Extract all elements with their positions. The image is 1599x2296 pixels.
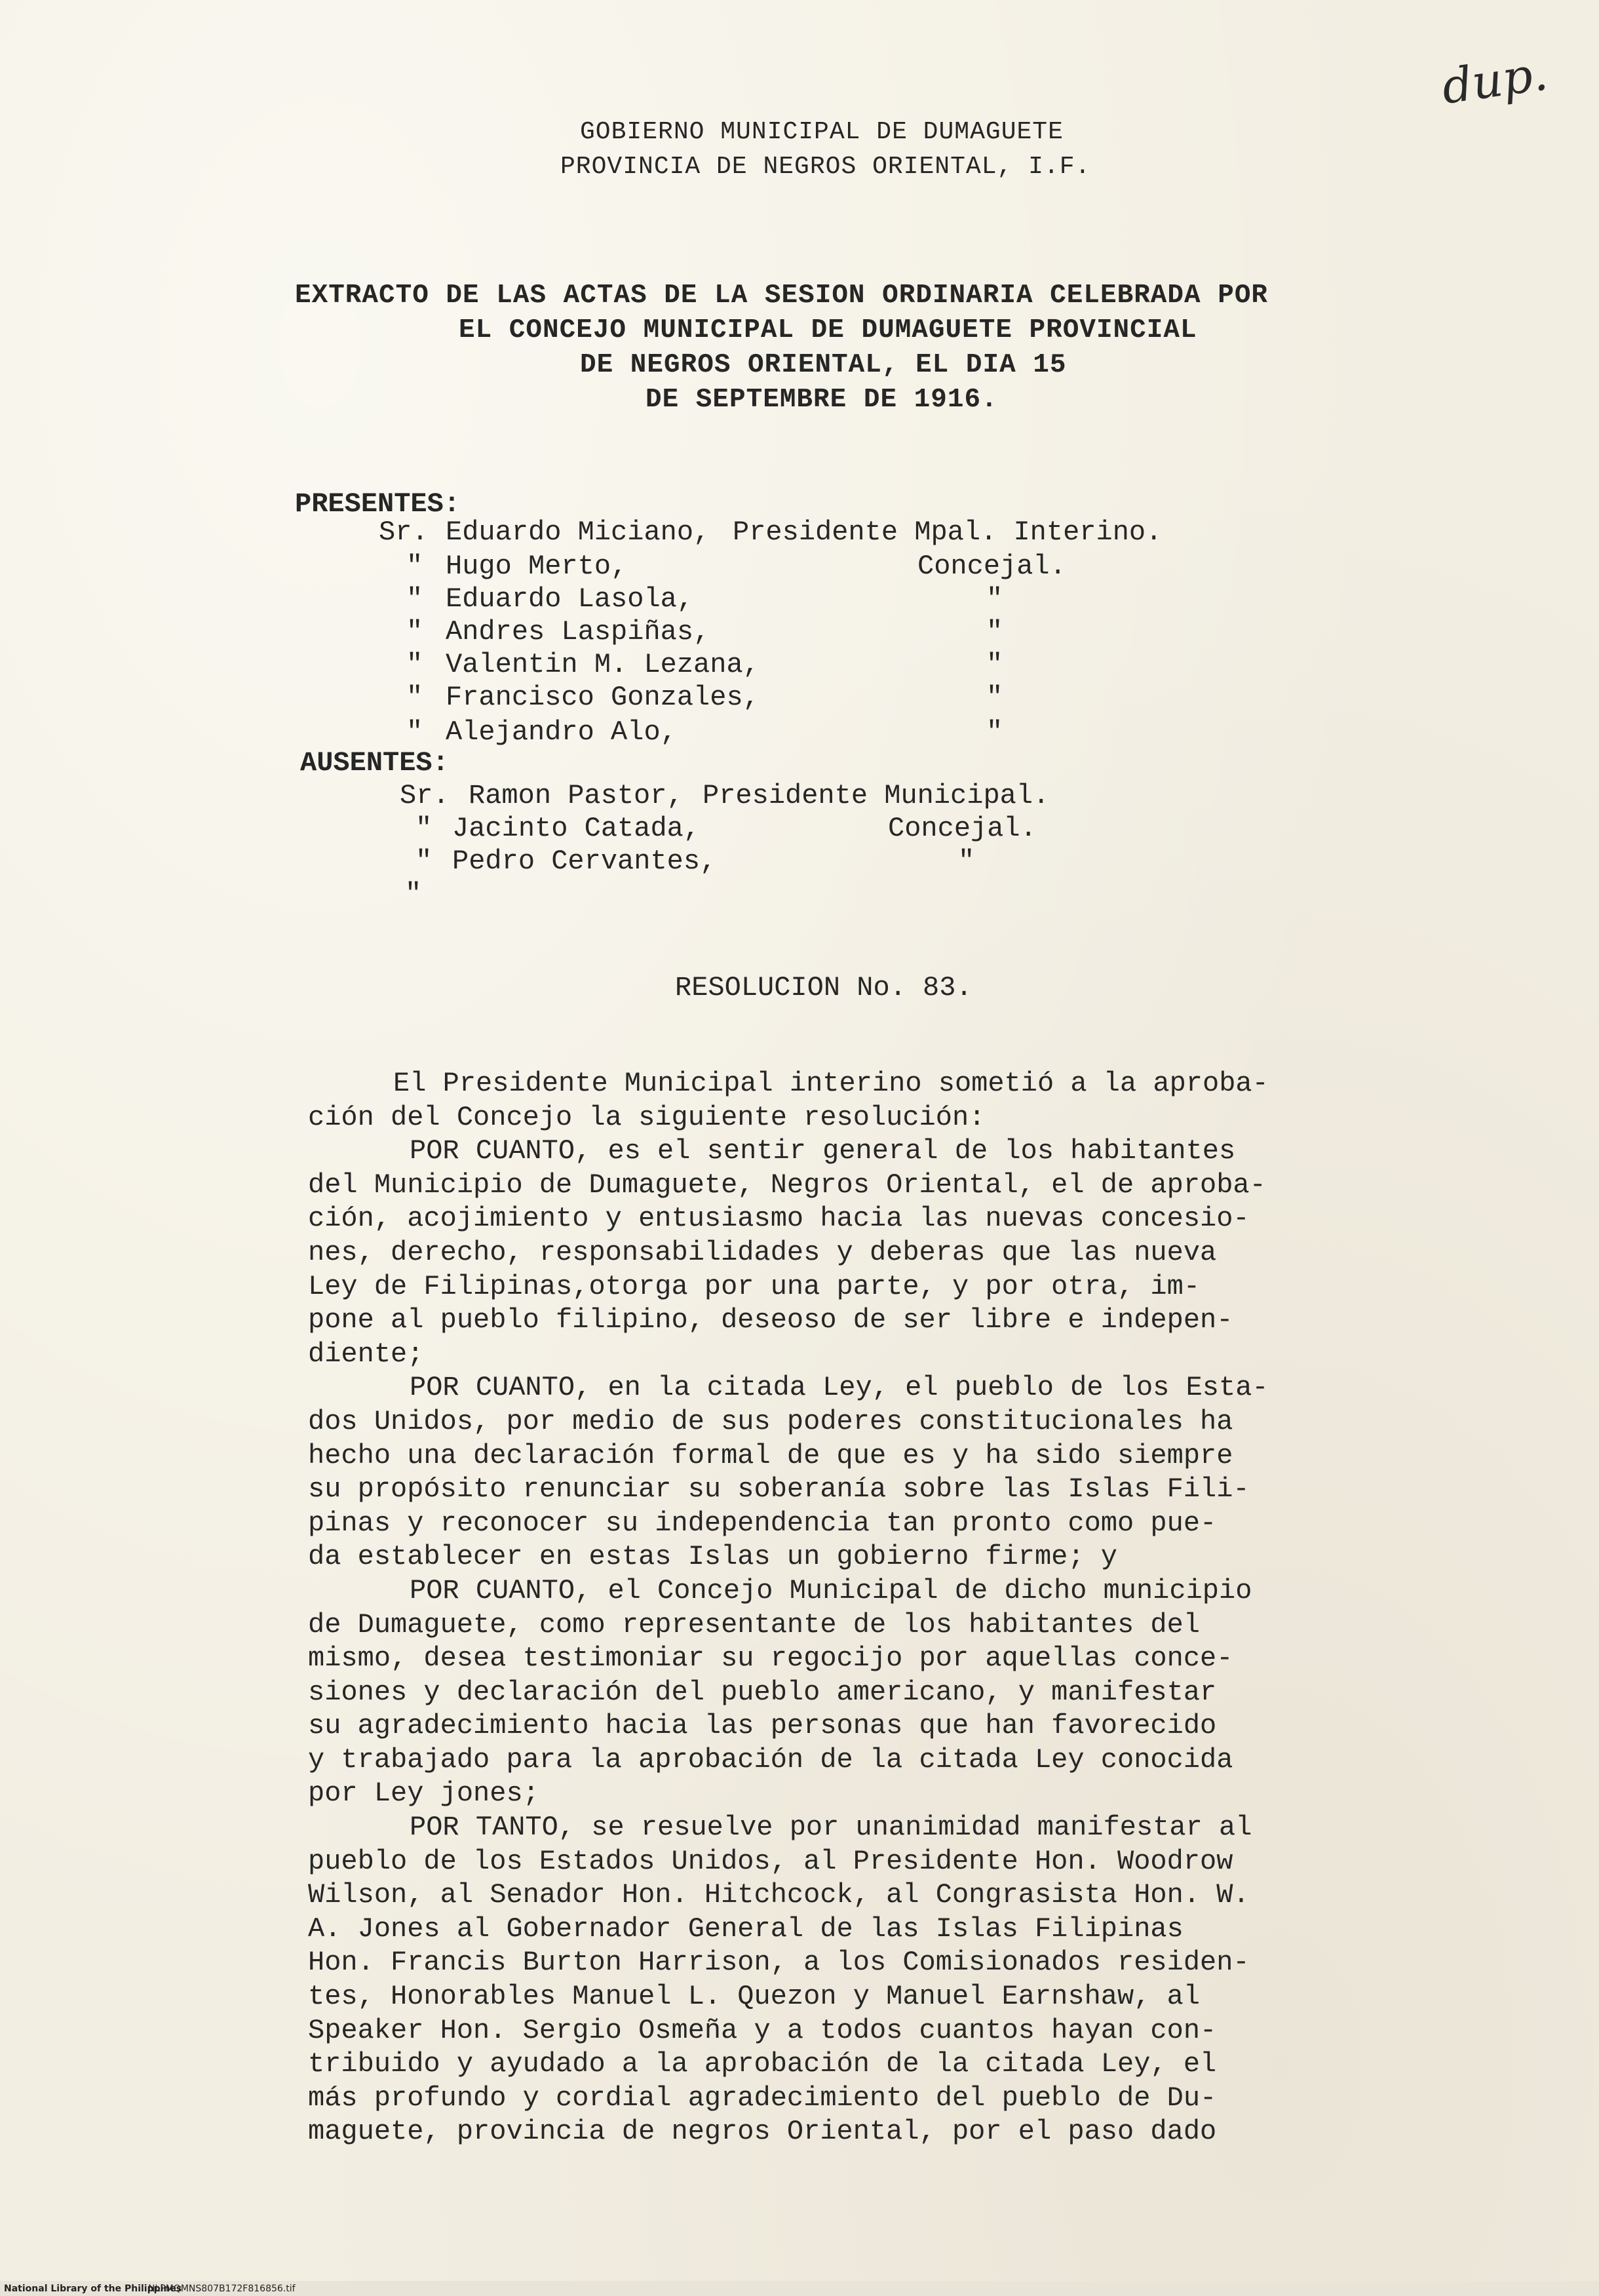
body-line: pinas y reconocer su independencia tan pronto como pue- — [308, 1507, 1217, 1539]
body-line: tribuido y ayudado a la aprobación de la citada Ley, el — [308, 2048, 1217, 2080]
member-role: Presidente Municipal. — [703, 780, 1050, 811]
body-line: Ley de Filipinas,otorga por una parte, y por otra, im- — [308, 1270, 1201, 1302]
header-line-2: PROVINCIA DE NEGROS ORIENTAL, I.F. — [560, 153, 1091, 181]
title-line-2: EL CONCEJO MUNICIPAL DE DUMAGUETE PROVINCIAL — [459, 315, 1197, 345]
member-role: " — [986, 616, 1003, 648]
title-line-1: EXTRACTO DE LAS ACTAS DE LA SESION ORDINARIA CELEBRADA POR — [295, 281, 1269, 311]
member-role: " — [958, 846, 975, 877]
footer-institution: National Library of the Philippines — [4, 2284, 182, 2294]
resolution-body — [308, 1067, 1357, 2149]
member-name: Jacinto Catada, — [452, 813, 701, 844]
member-prefix: " — [405, 878, 422, 910]
body-line: Hon. Francis Burton Harrison, a los Comisionados residen- — [308, 1947, 1250, 1979]
member-role: Concejal. — [917, 551, 1066, 582]
member-name: Andres Laspiñas, — [446, 616, 710, 648]
member-name: Eduardo Miciano, — [446, 516, 710, 548]
member-prefix: Sr. — [379, 516, 429, 548]
body-line: de Dumaguete, como representante de los habitantes del — [308, 1608, 1201, 1641]
member-role: " — [986, 682, 1003, 713]
body-line: nes, derecho, responsabilidades y deberas que las nueva — [308, 1236, 1217, 1268]
member-role: Concejal. — [888, 813, 1037, 844]
body-line: POR CUANTO, en la citada Ley, el pueblo de los Esta- — [410, 1372, 1269, 1404]
member-prefix: " — [415, 846, 433, 877]
title-line-4: DE SEPTEMBRE DE 1916. — [645, 385, 998, 415]
member-name: Valentin M. Lezana, — [446, 649, 760, 680]
member-prefix: Sr. — [400, 780, 450, 811]
body-line: ción, acojimiento y entusiasmo hacia las nuevas concesio- — [308, 1203, 1250, 1235]
footer-file-id: NLPMQMNS807B172F816856.tif — [148, 2284, 296, 2294]
body-line: hecho una declaración formal de que es y ha sido siempre — [308, 1439, 1233, 1471]
ausentes-label: AUSENTES: — [300, 747, 449, 779]
member-role: " — [986, 716, 1003, 748]
presentes-label: PRESENTES: — [295, 488, 461, 520]
body-line: diente; — [308, 1338, 424, 1370]
header-line-1: GOBIERNO MUNICIPAL DE DUMAGUETE — [580, 118, 1064, 146]
body-line: maguete, provincia de negros Oriental, por el paso dado — [308, 2116, 1217, 2148]
member-prefix: " — [406, 682, 423, 713]
handwritten-annotation: dup. — [1438, 45, 1551, 115]
member-name: Hugo Merto, — [446, 551, 628, 582]
body-line: su propósito renunciar su soberanía sobre las Islas Fili- — [308, 1473, 1250, 1506]
body-line: POR TANTO, se resuelve por unanimidad manifestar al — [410, 1812, 1252, 1844]
member-role: Presidente Mpal. Interino. — [733, 516, 1163, 548]
member-prefix: " — [406, 583, 423, 615]
body-line: más profundo y cordial agradecimiento del pueblo de Du- — [308, 2082, 1217, 2114]
body-line: tes, Honorables Manuel L. Quezon y Manuel Earnshaw, al — [308, 1981, 1201, 2013]
title-line-3: DE NEGROS ORIENTAL, EL DIA 15 — [580, 350, 1067, 380]
member-name: Pedro Cervantes, — [452, 846, 717, 877]
body-line: por Ley jones; — [308, 1778, 539, 1810]
body-line: A. Jones al Gobernador General de las Islas Filipinas — [308, 1913, 1184, 1945]
member-prefix: " — [406, 716, 423, 748]
body-line: su agradecimiento hacia las personas que han favorecido — [308, 1710, 1217, 1742]
body-line: POR CUANTO, el Concejo Municipal de dicho municipio — [410, 1574, 1252, 1606]
body-line: POR CUANTO, es el sentir general de los habitantes — [410, 1135, 1236, 1167]
body-line: del Municipio de Dumaguete, Negros Oriental, el de aproba- — [308, 1169, 1266, 1201]
body-line: siones y declaración del pueblo americano, y manifestar — [308, 1676, 1217, 1708]
body-line: mismo, desea testimoniar su regocijo por aquellas conce- — [308, 1643, 1233, 1675]
member-prefix: " — [406, 649, 423, 680]
member-prefix: " — [415, 813, 433, 844]
member-name: Ramon Pastor, — [469, 780, 684, 811]
body-line: Wilson, al Senador Hon. Hitchcock, al Congrasista Hon. W. — [308, 1879, 1250, 1911]
member-name: Francisco Gonzales, — [446, 682, 760, 713]
resolution-title: RESOLUCION No. 83. — [675, 972, 973, 1003]
member-name: Alejandro Alo, — [446, 716, 677, 748]
member-role: " — [986, 583, 1003, 615]
body-line: pone al pueblo filipino, deseoso de ser libre e indepen- — [308, 1304, 1233, 1336]
body-line: pueblo de los Estados Unidos, al Presidente Hon. Woodrow — [308, 1845, 1233, 1877]
member-name: Eduardo Lasola, — [446, 583, 694, 615]
body-line: dos Unidos, por medio de sus poderes constitucionales ha — [308, 1405, 1233, 1437]
body-line: da establecer en estas Islas un gobierno firme; y — [308, 1541, 1118, 1573]
member-prefix: " — [406, 616, 423, 648]
body-line: y trabajado para la aprobación de la citada Ley conocida — [308, 1743, 1233, 1776]
member-prefix: " — [406, 551, 423, 582]
member-role: " — [986, 649, 1003, 680]
body-line: Speaker Hon. Sergio Osmeña y a todos cuantos hayan con- — [308, 2014, 1217, 2046]
body-line: ción del Concejo la siguiente resolución: — [308, 1101, 986, 1133]
body-line: El Presidente Municipal interino sometió a la aproba- — [393, 1068, 1269, 1099]
